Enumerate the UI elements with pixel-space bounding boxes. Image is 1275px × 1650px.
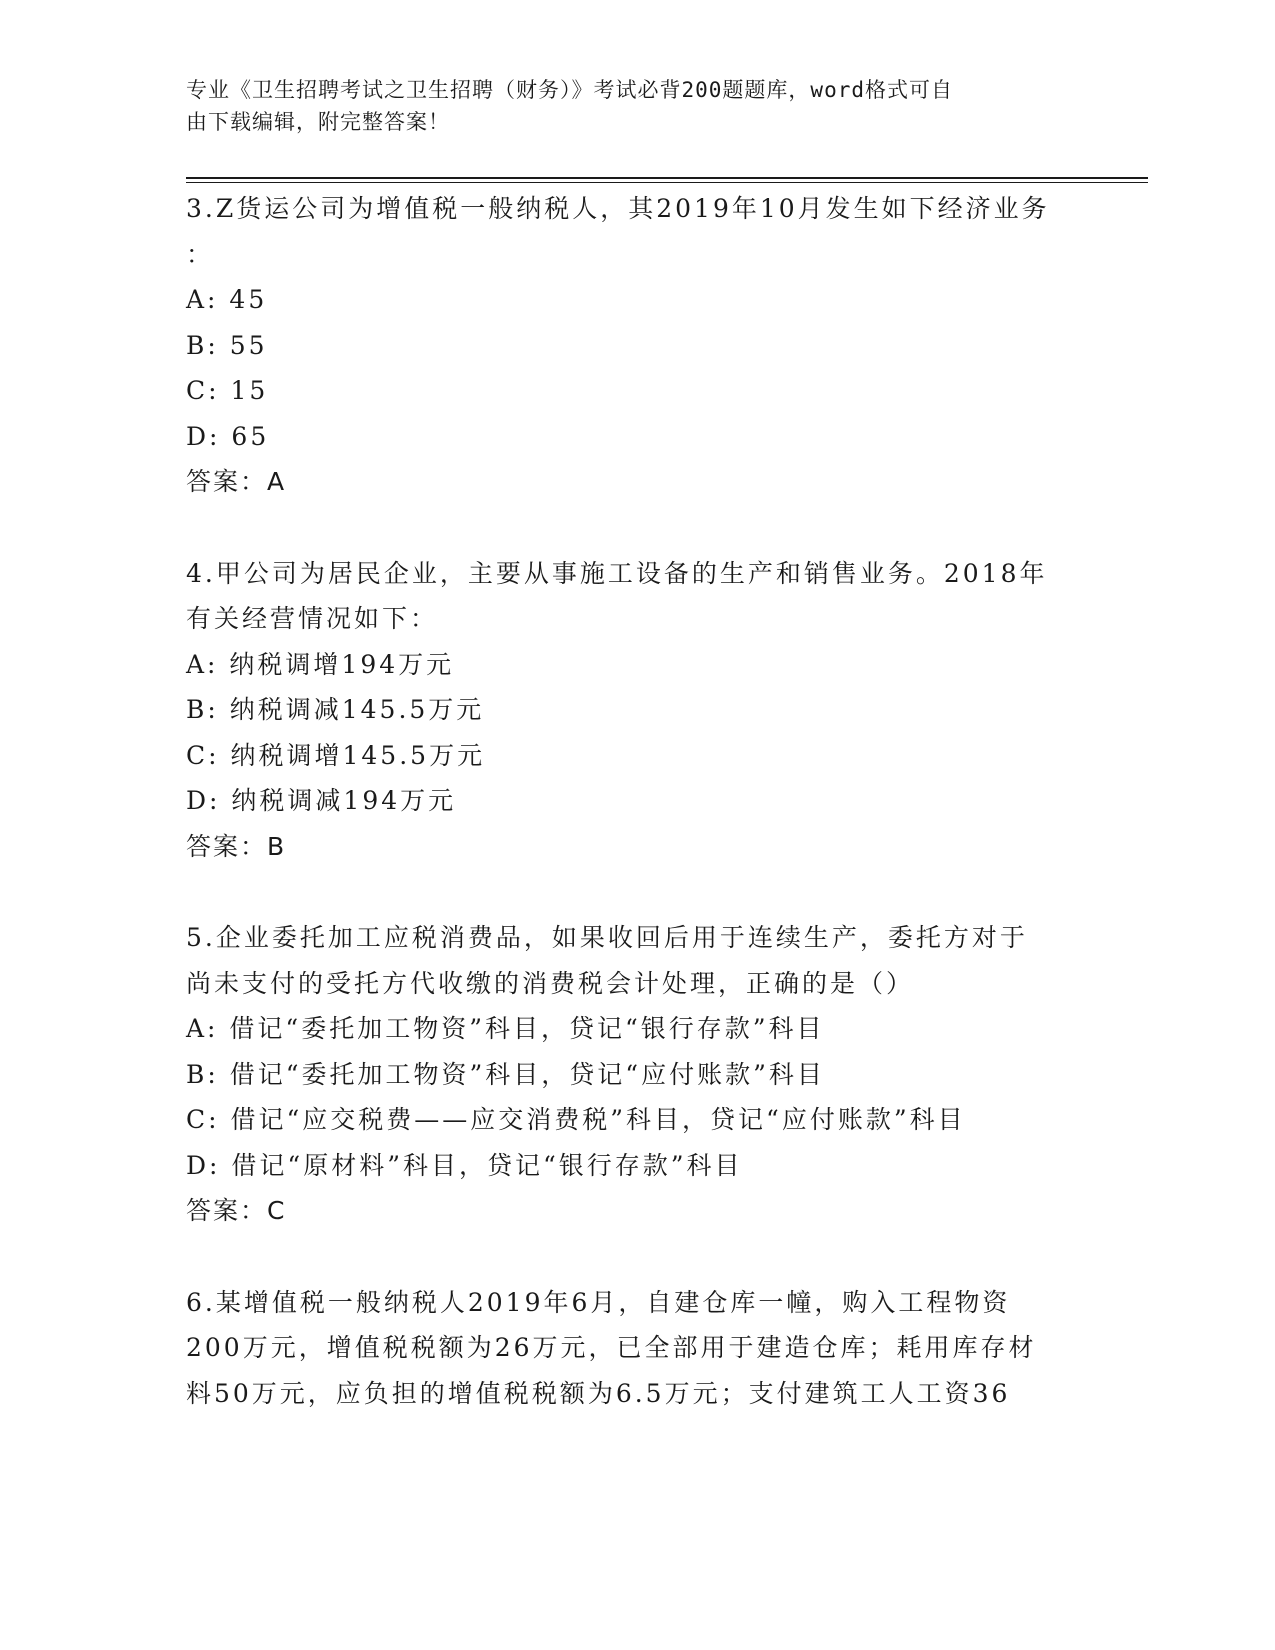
option-c: C: 15 [186, 376, 269, 405]
option-c: C: 纳税调增145.5万元 [186, 740, 486, 770]
question-stem-line: 5.企业委托加工应税消费品，如果收回后用于连续生产，委托方对于 [186, 923, 1028, 952]
header-line-2: 由下载编辑，附完整答案！ [186, 110, 450, 134]
option-d: D: 65 [186, 421, 270, 451]
question-4 [186, 551, 1086, 870]
answer-label: 答案：A [186, 467, 287, 496]
question-stem-line: 6.某增值税一般纳税人2019年6月，自建仓库一幢，购入工程物资 [186, 1287, 1011, 1317]
answer-label: 答案：B [186, 831, 287, 861]
question-6 [186, 1280, 1086, 1417]
question-stem-line: 料50万元，应负担的增值税税额为6.5万元；支付建筑工人工资36 [186, 1378, 1011, 1408]
question-stem-line: 有关经营情况如下： [186, 604, 439, 633]
question-stem-line: 4.甲公司为居民企业，主要从事施工设备的生产和销售业务。2018年 [186, 558, 1048, 588]
option-a: A: 纳税调增194万元 [186, 649, 455, 679]
question-stem-line: 200万元，增值税税额为26万元，已全部用于建造仓库；耗用库存材 [186, 1333, 1037, 1362]
question-stem-line: 尚未支付的受托方代收缴的消费税会计处理，正确的是（） [186, 968, 915, 998]
option-d: D: 借记“原材料”科目，贷记“银行存款”科目 [186, 1150, 743, 1180]
header-line-1: 专业《卫生招聘考试之卫生招聘（财务）》考试必背200题题库，word格式可自 [186, 78, 953, 102]
header-divider-thick [186, 177, 1148, 179]
question-list [186, 186, 1086, 1462]
option-b: B: 55 [186, 330, 268, 360]
question-3 [186, 186, 1086, 505]
option-a: A: 45 [186, 285, 268, 314]
question-stem-line: ： [186, 239, 215, 269]
option-a: A: 借记“委托加工物资”科目，贷记“银行存款”科目 [186, 1014, 825, 1043]
option-b: B: 借记“委托加工物资”科目，贷记“应付账款”科目 [186, 1059, 825, 1089]
question-5 [186, 915, 1086, 1234]
answer-label: 答案：C [186, 1196, 287, 1225]
header-divider-thin [186, 182, 1148, 183]
option-c: C: 借记“应交税费——应交消费税”科目，贷记“应付账款”科目 [186, 1105, 966, 1134]
question-stem-line: 3.Z货运公司为增值税一般纳税人，其2019年10月发生如下经济业务 [186, 194, 1050, 223]
document-header [186, 74, 1066, 138]
option-d: D: 纳税调减194万元 [186, 786, 457, 815]
option-b: B: 纳税调减145.5万元 [186, 695, 485, 724]
